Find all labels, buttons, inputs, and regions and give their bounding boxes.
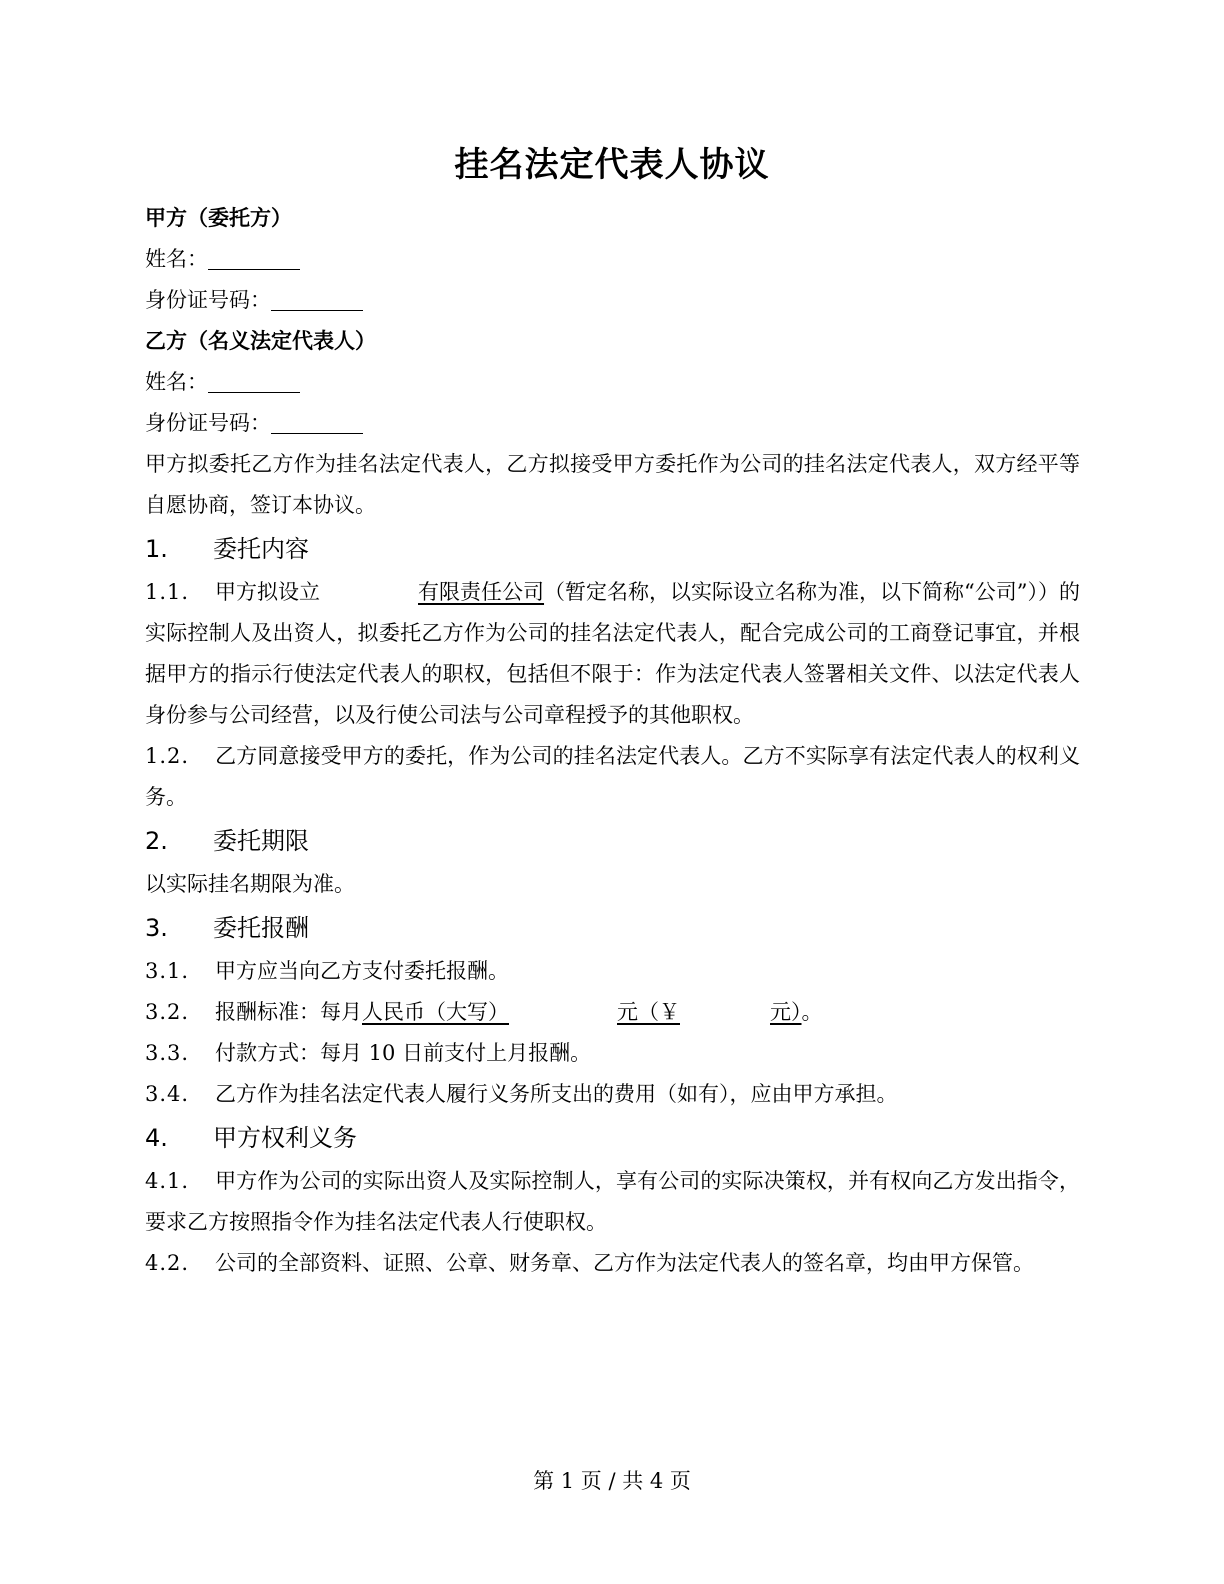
payment-amount-blank[interactable] (362, 1000, 802, 1024)
clause-3-4-text: 乙方作为挂名法定代表人履行义务所支出的费用（如有），应由甲方承担。 (215, 1082, 898, 1106)
party-a-name-blank[interactable] (208, 243, 300, 270)
clause-3-1 (145, 951, 1080, 992)
clause-1-1-pre: 甲方拟设立 (215, 580, 321, 604)
clause-3-3-number: 3.3. (145, 1041, 190, 1065)
clause-1-2 (145, 736, 1080, 818)
clause-4-2 (145, 1243, 1080, 1284)
party-a-id-line (145, 280, 1080, 321)
payment-words-label: 人民币（大写） (362, 1000, 509, 1024)
company-name-blank[interactable] (320, 580, 544, 604)
section-1-heading (145, 526, 1080, 572)
party-b-name-label: 姓名： (145, 370, 208, 394)
section-2-title: 委托期限 (213, 827, 309, 855)
clause-4-2-number: 4.2. (145, 1251, 190, 1275)
section-4-title: 甲方权利义务 (213, 1124, 357, 1152)
party-b-heading: 乙方（名义法定代表人） (145, 329, 376, 353)
clause-4-1-number: 4.1. (145, 1169, 190, 1193)
clause-3-2-post: 。 (801, 1000, 823, 1024)
party-b-id-blank[interactable] (271, 407, 363, 434)
party-a-heading: 甲方（委托方） (145, 206, 292, 230)
section-3-title: 委托报酬 (213, 914, 309, 942)
document-body (145, 198, 1080, 1284)
clause-3-2-pre: 报酬标准：每月 (215, 1000, 362, 1024)
section-1-title: 委托内容 (213, 535, 309, 563)
clause-3-1-number: 3.1. (145, 959, 190, 983)
party-b-name-line (145, 362, 1080, 403)
payment-yuan-close: 元） (770, 1000, 802, 1024)
section-4-number: 4. (145, 1124, 168, 1152)
company-type-text: 有限责任公司 (418, 580, 545, 604)
clause-1-2-number: 1.2. (145, 744, 190, 768)
party-a-name-label: 姓名： (145, 247, 208, 271)
party-b-id-label: 身份证号码： (145, 411, 271, 435)
section-2-text: 以实际挂名期限为准。 (145, 872, 355, 896)
payment-yuan-label: 元（￥ (617, 1000, 680, 1024)
clause-1-1-post: （暂定名称，以实际设立名称为准，以下简称“公司”））的实际控制人及出资人，拟委托乙方作为公司的挂名法定代表人，配合完成公司的工商登记事宜，并根据甲方的指示行使法定代表人的职权，包括但不限于：作为法定代表人签署相关文件、以法定代表人身份参与公司经营，以及行使公司法与公司章程授予的其他职权。 (145, 580, 1081, 727)
page-number-footer: 第 1 页 / 共 4 页 (533, 1469, 691, 1493)
clause-3-4-number: 3.4. (145, 1082, 190, 1106)
clause-1-1-number: 1.1. (145, 580, 190, 604)
clause-3-3-text: 付款方式：每月 10 日前支付上月报酬。 (215, 1041, 592, 1065)
clause-3-3 (145, 1033, 1080, 1074)
section-2-heading (145, 818, 1080, 864)
party-a-name-line (145, 239, 1080, 280)
party-b-name-blank[interactable] (208, 366, 300, 393)
party-a-id-blank[interactable] (271, 284, 363, 311)
section-3-number: 3. (145, 914, 168, 942)
clause-3-2-number: 3.2. (145, 1000, 190, 1024)
section-1-number: 1. (145, 535, 168, 563)
section-4-heading (145, 1115, 1080, 1161)
party-b-id-line (145, 403, 1080, 444)
clause-4-1-text: 甲方作为公司的实际出资人及实际控制人，享有公司的实际决策权，并有权向乙方发出指令，要求乙方按照指令作为挂名法定代表人行使职权。 (145, 1169, 1080, 1234)
clause-1-1 (145, 572, 1080, 736)
clause-4-2-text: 公司的全部资料、证照、公章、财务章、乙方作为法定代表人的签名章，均由甲方保管。 (215, 1251, 1034, 1275)
intro-paragraph: 甲方拟委托乙方作为挂名法定代表人，乙方拟接受甲方委托作为公司的挂名法定代表人，双方经平等自愿协商，签订本协议。 (145, 452, 1080, 517)
section-2-number: 2. (145, 827, 168, 855)
clause-1-2-text: 乙方同意接受甲方的委托，作为公司的挂名法定代表人。乙方不实际享有法定代表人的权利义务。 (145, 744, 1080, 809)
clause-3-1-text: 甲方应当向乙方支付委托报酬。 (215, 959, 509, 983)
section-3-heading (145, 905, 1080, 951)
party-a-id-label: 身份证号码： (145, 288, 271, 312)
clause-3-2 (145, 992, 1080, 1033)
clause-3-4 (145, 1074, 1080, 1115)
document-title: 挂名法定代表人协议 (454, 145, 770, 185)
clause-4-1 (145, 1161, 1080, 1243)
